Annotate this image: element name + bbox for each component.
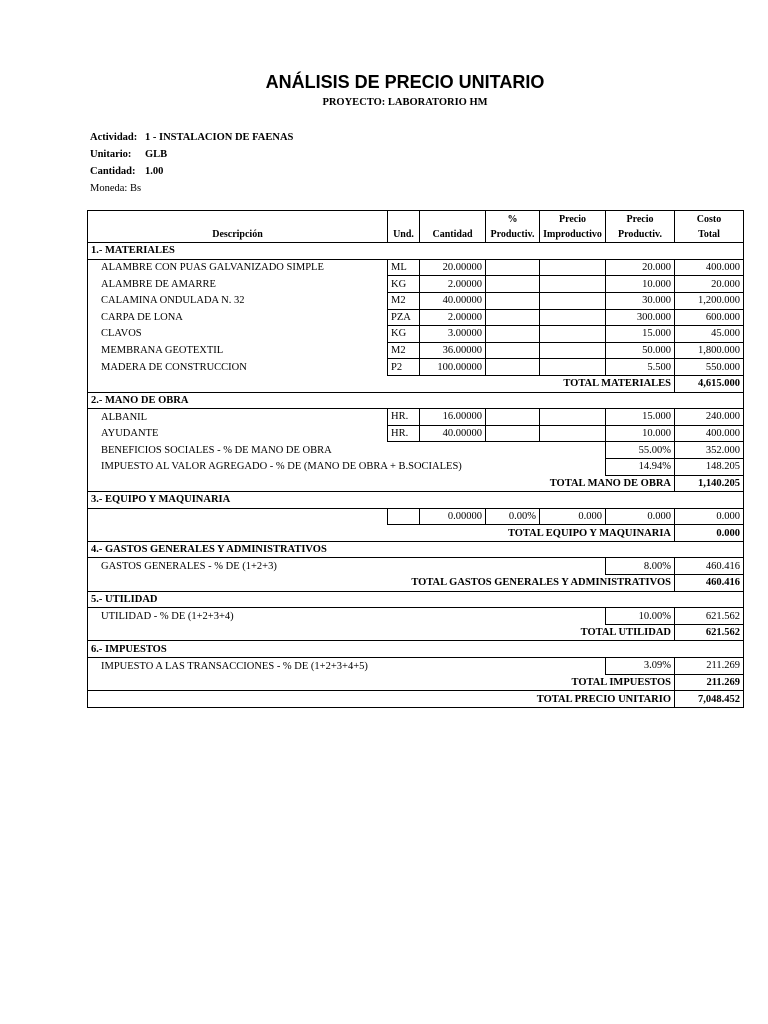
line-description: UTILIDAD - % DE (1+2+3+4): [101, 610, 234, 622]
item-unproductive-price: [540, 409, 606, 426]
item-productive-price: 15.000: [606, 326, 675, 343]
percentage-row: [88, 608, 744, 625]
line-percentage: 10.00%: [606, 608, 675, 625]
section-total-label: TOTAL MANO DE OBRA: [88, 475, 675, 492]
item-quantity: 100.00000: [420, 359, 486, 376]
item-pct-productive: [486, 292, 540, 309]
item-description: [88, 508, 388, 525]
line-description: IMPUESTO A LAS TRANSACCIONES - % DE (1+2+3+4+5): [101, 660, 368, 672]
item-description: CARPA DE LONA: [101, 311, 183, 323]
item-unit: HR.: [388, 425, 420, 442]
item-unit: HR.: [388, 409, 420, 426]
grand-total-label: TOTAL PRECIO UNITARIO: [88, 691, 675, 708]
table-row: [88, 292, 744, 309]
item-total-cost: 240.000: [675, 409, 744, 426]
item-quantity: 2.00000: [420, 276, 486, 293]
item-total-cost: 1,800.000: [675, 342, 744, 359]
item-unit: ML: [388, 259, 420, 276]
moneda-text: Moneda: Bs: [90, 183, 142, 194]
line-amount: 211.269: [675, 658, 744, 675]
item-unit: M2: [388, 292, 420, 309]
section-total-row: [88, 375, 744, 392]
item-quantity: 2.00000: [420, 309, 486, 326]
item-productive-price: 300.000: [606, 309, 675, 326]
item-description: CLAVOS: [101, 328, 142, 340]
item-productive-price: 0.000: [606, 508, 675, 525]
item-unproductive-price: [540, 292, 606, 309]
item-unproductive-price: [540, 259, 606, 276]
item-unit: P2: [388, 359, 420, 376]
unitario-value: GLB: [145, 149, 168, 160]
item-pct-productive: [486, 359, 540, 376]
item-total-cost: 45.000: [675, 326, 744, 343]
actividad-row: [90, 129, 293, 146]
item-quantity: 40.00000: [420, 292, 486, 309]
item-total-cost: 1,200.000: [675, 292, 744, 309]
col-und-top: [388, 211, 420, 227]
section-header: [88, 541, 744, 558]
item-description: ALAMBRE DE AMARRE: [101, 278, 216, 290]
grand-total-value: 7,048.452: [675, 691, 744, 708]
line-percentage: 14.94%: [606, 458, 675, 475]
percentage-row: [88, 658, 744, 675]
line-description: BENEFICIOS SOCIALES - % DE MANO DE OBRA: [101, 444, 332, 456]
line-percentage: 3.09%: [606, 658, 675, 675]
item-description: ALBANIL: [101, 411, 148, 423]
item-unit: KG: [388, 326, 420, 343]
item-unproductive-price: [540, 342, 606, 359]
section-title: 5.- UTILIDAD: [88, 591, 744, 608]
item-productive-price: 10.000: [606, 276, 675, 293]
line-amount: 621.562: [675, 608, 744, 625]
table-row: [88, 409, 744, 426]
section-total-value: 0.000: [675, 525, 744, 542]
item-productive-price: 50.000: [606, 342, 675, 359]
item-pct-productive: [486, 425, 540, 442]
section-total-label: TOTAL EQUIPO Y MAQUINARIA: [88, 525, 675, 542]
item-unproductive-price: [540, 425, 606, 442]
moneda-row: [90, 180, 293, 197]
section-total-value: 460.416: [675, 575, 744, 592]
item-pct-productive: 0.00%: [486, 508, 540, 525]
section-title: 2.- MANO DE OBRA: [88, 392, 744, 409]
item-description: MEMBRANA GEOTEXTIL: [101, 345, 224, 357]
item-unit: M2: [388, 342, 420, 359]
item-quantity: 16.00000: [420, 409, 486, 426]
item-quantity: 0.00000: [420, 508, 486, 525]
item-unit: [388, 508, 420, 525]
col-descripcion: Descripción: [88, 227, 388, 243]
project-subtitle: PROYECTO: LABORATORIO HM: [322, 97, 488, 108]
item-pct-productive: [486, 342, 540, 359]
item-pct-productive: [486, 309, 540, 326]
percentage-row: [88, 458, 744, 475]
line-description: IMPUESTO AL VALOR AGREGADO - % DE (MANO DE OBRA + B.SOCIALES): [101, 461, 462, 473]
item-productive-price: 15.000: [606, 409, 675, 426]
grand-total-row: [88, 691, 744, 708]
item-productive-price: 10.000: [606, 425, 675, 442]
cantidad-label: Cantidad:: [90, 166, 136, 177]
section-total-row: [88, 575, 744, 592]
section-header: [88, 492, 744, 509]
col-pct-bottom: Productiv.: [486, 227, 540, 243]
section-total-label: TOTAL UTILIDAD: [88, 624, 675, 641]
item-description: ALAMBRE CON PUAS GALVANIZADO SIMPLE: [101, 262, 324, 274]
col-pct-top: %: [486, 211, 540, 227]
item-unit: PZA: [388, 309, 420, 326]
line-percentage: 8.00%: [606, 558, 675, 575]
line-amount: 148.205: [675, 458, 744, 475]
item-pct-productive: [486, 276, 540, 293]
line-description: GASTOS GENERALES - % DE (1+2+3): [101, 561, 277, 573]
col-precio-imp-top: Precio: [540, 211, 606, 227]
item-unproductive-price: [540, 359, 606, 376]
table-row: [88, 259, 744, 276]
section-total-row: [88, 624, 744, 641]
table-row: [88, 425, 744, 442]
line-percentage: 55.00%: [606, 442, 675, 459]
actividad-label: Actividad:: [90, 132, 138, 143]
section-total-row: [88, 475, 744, 492]
header-row-top: [88, 211, 744, 227]
section-total-value: 1,140.205: [675, 475, 744, 492]
percentage-row: [88, 558, 744, 575]
col-precio-prod-top: Precio: [606, 211, 675, 227]
item-productive-price: 5.500: [606, 359, 675, 376]
item-total-cost: 20.000: [675, 276, 744, 293]
actividad-value: 1 - INSTALACION DE FAENAS: [145, 132, 294, 143]
col-costo-bottom: Total: [675, 227, 744, 243]
table-row: [88, 342, 744, 359]
section-total-row: [88, 525, 744, 542]
item-pct-productive: [486, 259, 540, 276]
col-cant-top: [420, 211, 486, 227]
section-title: 6.- IMPUESTOS: [88, 641, 744, 658]
item-productive-price: 30.000: [606, 292, 675, 309]
section-total-label: TOTAL MATERIALES: [88, 375, 675, 392]
item-unit: KG: [388, 276, 420, 293]
unitario-label: Unitario:: [90, 149, 132, 160]
section-header: [88, 243, 744, 260]
section-total-value: 621.562: [675, 624, 744, 641]
section-total-value: 4,615.000: [675, 375, 744, 392]
section-header: [88, 641, 744, 658]
item-description: CALAMINA ONDULADA N. 32: [101, 295, 245, 307]
cantidad-row: [90, 163, 293, 180]
item-unproductive-price: [540, 326, 606, 343]
col-precio-prod-bottom: Productiv.: [606, 227, 675, 243]
section-header: [88, 392, 744, 409]
item-total-cost: 400.000: [675, 259, 744, 276]
section-title: 3.- EQUIPO Y MAQUINARIA: [88, 492, 744, 509]
item-total-cost: 600.000: [675, 309, 744, 326]
col-cantidad: Cantidad: [420, 227, 486, 243]
table-row: [88, 508, 744, 525]
item-productive-price: 20.000: [606, 259, 675, 276]
price-analysis-table: [87, 210, 744, 708]
line-amount: 460.416: [675, 558, 744, 575]
item-total-cost: 550.000: [675, 359, 744, 376]
section-total-label: TOTAL GASTOS GENERALES Y ADMINISTRATIVOS: [88, 575, 675, 592]
item-pct-productive: [486, 409, 540, 426]
percentage-row: [88, 442, 744, 459]
table-row: [88, 326, 744, 343]
table-row: [88, 276, 744, 293]
item-total-cost: 0.000: [675, 508, 744, 525]
item-unproductive-price: [540, 309, 606, 326]
line-amount: 352.000: [675, 442, 744, 459]
item-unproductive-price: 0.000: [540, 508, 606, 525]
activity-meta: [90, 129, 293, 197]
page-title: ANÁLISIS DE PRECIO UNITARIO: [265, 72, 545, 92]
section-title: 4.- GASTOS GENERALES Y ADMINISTRATIVOS: [88, 541, 744, 558]
cantidad-value: 1.00: [145, 166, 164, 177]
item-quantity: 40.00000: [420, 425, 486, 442]
item-quantity: 20.00000: [420, 259, 486, 276]
header-row-bottom: [88, 227, 744, 243]
section-total-value: 211.269: [675, 674, 744, 691]
item-total-cost: 400.000: [675, 425, 744, 442]
section-title: 1.- MATERIALES: [88, 243, 744, 260]
table-row: [88, 309, 744, 326]
item-quantity: 3.00000: [420, 326, 486, 343]
table-row: [88, 359, 744, 376]
item-unproductive-price: [540, 276, 606, 293]
col-costo-top: Costo: [675, 211, 744, 227]
unitario-row: [90, 146, 293, 163]
item-quantity: 36.00000: [420, 342, 486, 359]
section-header: [88, 591, 744, 608]
item-pct-productive: [486, 326, 540, 343]
col-und: Und.: [388, 227, 420, 243]
item-description: AYUDANTE: [101, 428, 159, 440]
section-total-row: [88, 674, 744, 691]
col-desc-top: [88, 211, 388, 227]
section-total-label: TOTAL IMPUESTOS: [88, 674, 675, 691]
item-description: MADERA DE CONSTRUCCION: [101, 361, 247, 373]
col-precio-imp-bottom: Improductivo: [540, 227, 606, 243]
